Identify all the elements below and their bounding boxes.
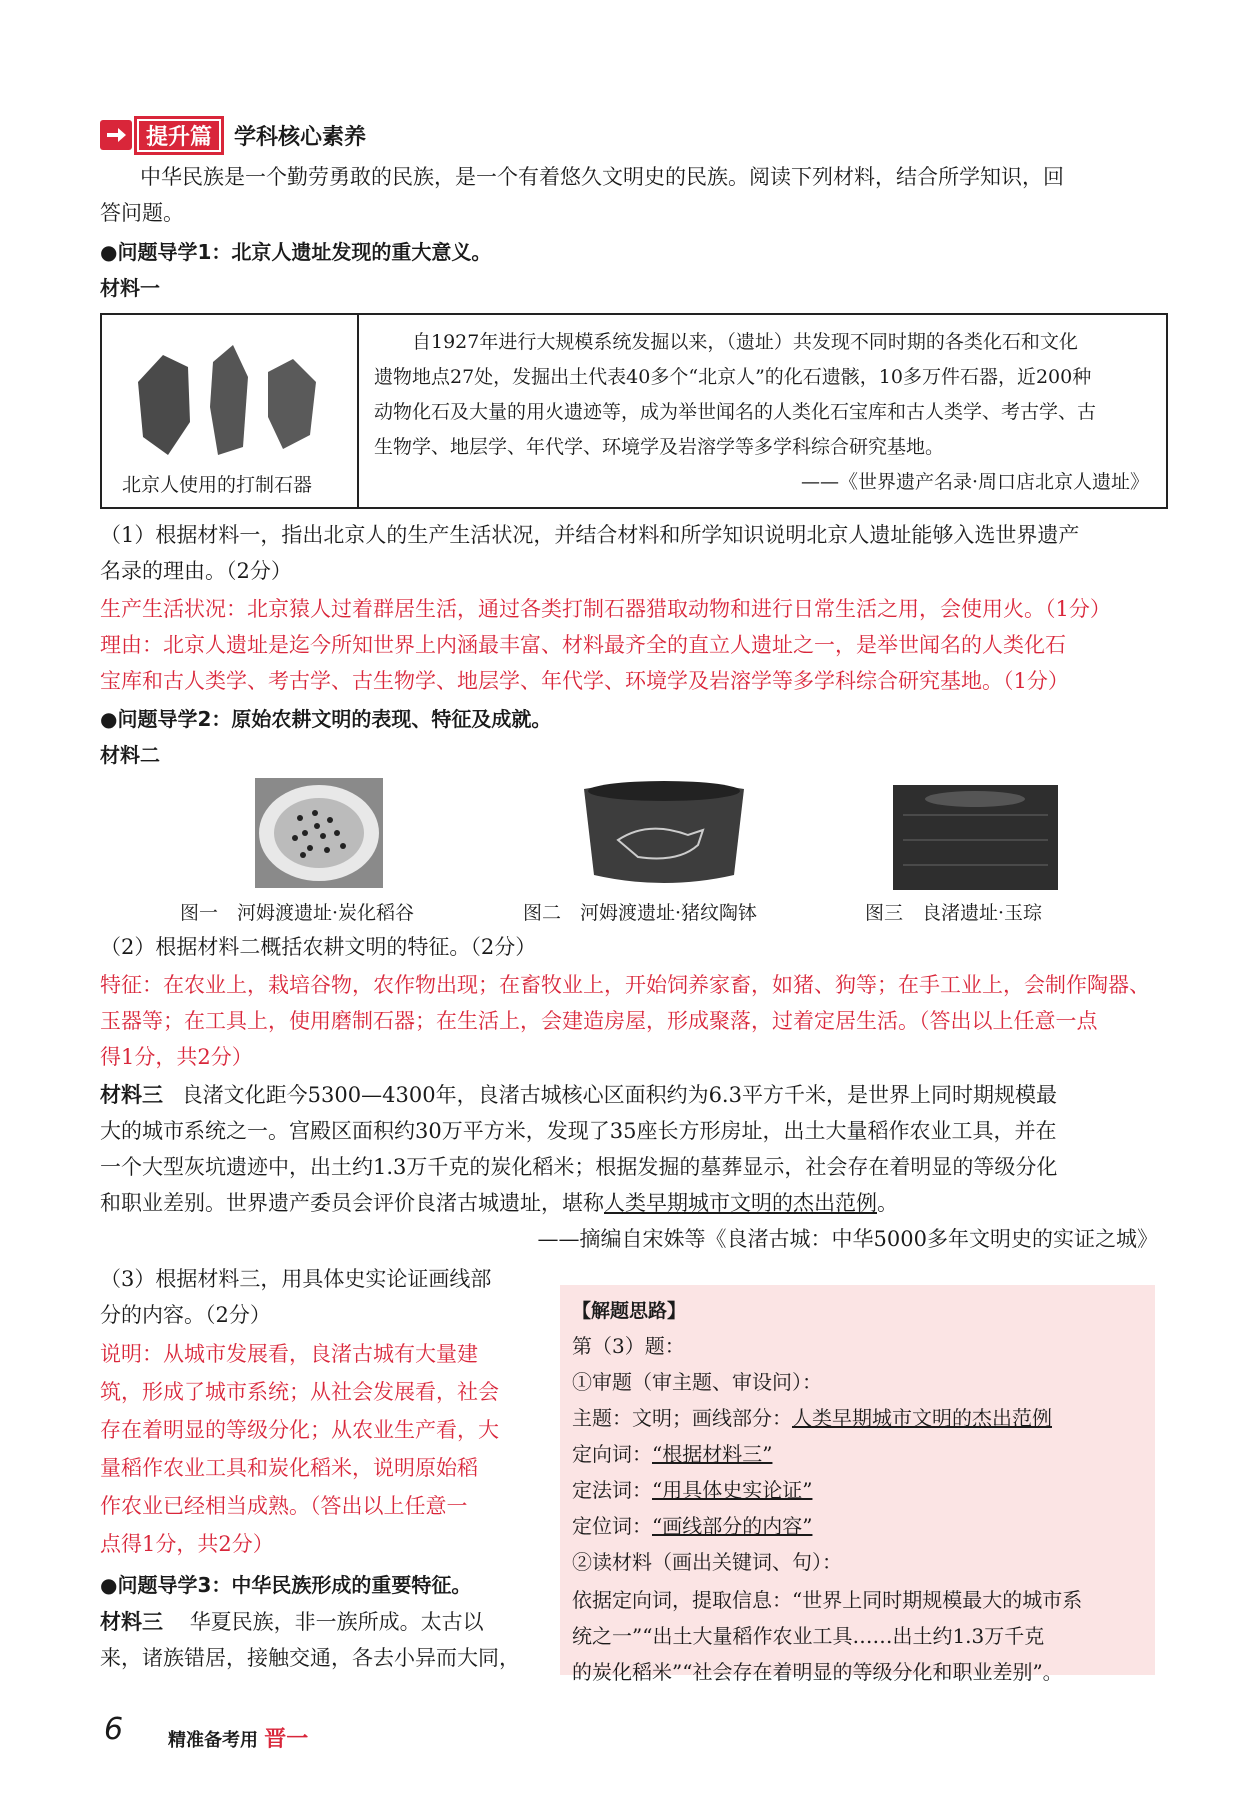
hint-underlined: “用具体史实论证” [652,1478,813,1502]
material-1-text-line: 自1927年进行大规模系统发掘以来，（遗址）共发现不同时期的各类化石和文化 [412,331,1078,353]
question-guide-2: ●问题导学2：原始农耕文明的表现、特征及成就。 [100,707,552,731]
material-3b-line-2: 来，诸族错居，接触交通，各去小异而大同， [100,1646,520,1670]
answer-1-line-2: 理由：北京人遗址是迄今所知世界上内涵最丰富、材料最齐全的直立人遗址之一，是举世闻名的人类化石 [100,633,1066,657]
answer-1-line-3: 宝库和古人类学、考古学、古生物学、地层学、年代学、环境学及岩溶学等多学科综合研究基地。（1分） [100,669,1069,693]
material-3-line-2: 大的城市系统之一。宫殿区面积约30万平方米，发现了35座长方形房址，出土大量稻作农业工具，并在 [100,1119,1057,1143]
hint-line [572,1473,812,1507]
hint-title: 【解题思路】 [572,1300,687,1322]
section-header [100,118,366,152]
page-number: 6 [104,1712,124,1747]
hint-text: 定法词： [572,1478,652,1502]
stone-tools-image [118,337,343,467]
material-1-source: ——《世界遗产名录·周口店北京人遗址》 [800,471,1149,493]
answer-3-line: 点得1分，共2分） [100,1532,274,1556]
hint-line: 统之一”“出土大量稻作农业工具……出土约1.3万千克 [572,1624,1045,1648]
material-1-text-line: 遗物地点27处，发掘出土代表40多个“北京人”的化石遗骸，10多万件石器，近200种 [374,366,1092,388]
material-3-source: ——摘编自宋姝等《良渚古城：中华5000多年文明史的实证之城》 [537,1227,1158,1251]
material-3-end: 。 [877,1191,898,1215]
figure-2-caption: 图二 河姆渡遗址·猪纹陶钵 [523,902,758,924]
hint-line [572,1509,812,1543]
hint-underlined: “画线部分的内容” [652,1514,813,1538]
answer-1-line-1: 生产生活状况：北京猿人过着群居生活，通过各类打制石器猎取动物和进行日常生活之用，会使用火。（1分） [100,597,1111,621]
material-3-line-1 [100,1078,1057,1112]
material-3-line-3: 一个大型灰坑遗迹中，出土约1.3万千克的炭化稻米；根据发掘的墓葬显示，社会存在着明显的等级分化 [100,1155,1058,1179]
material-3b-line-1 [100,1605,484,1639]
hint-underlined: 人类早期城市文明的杰出范例 [792,1406,1052,1430]
intro-line-1: 中华民族是一个勤劳勇敢的民族，是一个有着悠久文明史的民族。阅读下列材料，结合所学知识，回 [140,165,1064,189]
answer-3-line: 存在着明显的等级分化；从农业生产看，大 [100,1418,499,1442]
footer-region: 晋一 [264,1727,309,1752]
hint-line: 第（3）题： [572,1334,685,1358]
material-1-text [374,325,1149,500]
material-1-text-line: 动物化石及大量的用火遗迹等，成为举世闻名的人类化石宝库和古人类学、考古学、古 [374,401,1097,423]
hint-text: 定位词： [572,1514,652,1538]
material-1-label: 材料一 [100,276,160,300]
figure-3-caption: 图三 良渚遗址·玉琮 [865,902,1043,924]
hint-underlined: “根据材料三” [652,1442,773,1466]
answer-2-line-2: 玉器等；在工具上，使用磨制石器；在生活上，会建造房屋，形成聚落，过着定居生活。（答出以上任意一点 [100,1009,1098,1033]
question-3-line-1: （3）根据材料三，用具体史实论证画线部 [100,1267,492,1291]
question-3-line-2: 分的内容。（2分） [100,1303,271,1327]
material-1-box [100,313,1168,509]
material-1-text-line: 生物学、地层学、年代学、环境学及岩溶学等多学科综合研究基地。 [374,436,945,458]
hint-text: 主题：文明；画线部分： [572,1406,792,1430]
answer-3-line: 说明：从城市发展看，良渚古城有大量建 [100,1342,478,1366]
box-divider [357,315,359,507]
material-3-text: 良渚文化距今5300—4300年，良渚古城核心区面积约为6.3平方千米，是世界上同时期规模最 [181,1083,1057,1107]
hint-line [572,1401,1052,1435]
hint-line: ①审题（审主题、审设问）： [572,1370,822,1394]
material-3-label: 材料三 [100,1083,163,1107]
footer-text: 精准备考用 [168,1730,258,1751]
question-2: （2）根据材料二概括农耕文明的特征。（2分） [100,935,537,959]
material-3-text: 和职业差别。世界遗产委员会评价良渚古城遗址，堪称 [100,1191,604,1215]
underlined-phrase: 人类早期城市文明的杰出范例 [604,1191,877,1215]
jade-cong-image [893,785,1058,890]
hint-text: 定向词： [572,1442,652,1466]
hint-line: 的炭化稻米”“社会存在着明显的等级分化和职业差别”。 [572,1660,1063,1684]
answer-2-line-1: 特征：在农业上，栽培谷物，农作物出现；在畜牧业上，开始饲养家畜，如猪、狗等；在手工业上，会制作陶器、 [100,973,1150,997]
question-1-line-1: （1）根据材料一，指出北京人的生产生活状况，并结合材料和所学知识说明北京人遗址能够入选世界遗产 [100,523,1080,547]
hint-line: ②读材料（画出关键词、句）： [572,1550,842,1574]
question-guide-3: ●问题导学3：中华民族形成的重要特征。 [100,1573,472,1597]
section-title: 学科核心素养 [234,124,367,150]
question-guide-1: ●问题导学1：北京人遗址发现的重大意义。 [100,240,492,264]
material-3-line-4 [100,1186,898,1220]
material-3b-label: 材料三 [100,1610,163,1634]
question-1-line-2: 名录的理由。（2分） [100,559,292,583]
hint-line [572,1437,772,1471]
carbonized-rice-image [255,778,383,888]
material-2-label: 材料二 [100,743,160,767]
figure-1-caption: 图一 河姆渡遗址·炭化稻谷 [180,902,415,924]
answer-3-line: 量稻作农业工具和炭化稻米，说明原始稻 [100,1456,478,1480]
stone-tools-caption: 北京人使用的打制石器 [122,474,313,496]
arrow-icon [100,120,132,150]
hint-line: 依据定向词，提取信息：“世界上同时期规模最大的城市系 [572,1588,1083,1612]
footer-label [168,1722,308,1753]
answer-3-line: 作农业已经相当成熟。（答出以上任意一 [100,1494,468,1518]
answer-2-line-3: 得1分，共2分） [100,1045,253,1069]
section-tag: 提升篇 [134,116,224,155]
material-3b-text: 华夏民族，非一族所成。太古以 [189,1610,484,1634]
pig-pottery-image [578,775,750,893]
intro-line-2: 答问题。 [100,201,184,225]
answer-3-line: 筑，形成了城市系统；从社会发展看，社会 [100,1380,499,1404]
